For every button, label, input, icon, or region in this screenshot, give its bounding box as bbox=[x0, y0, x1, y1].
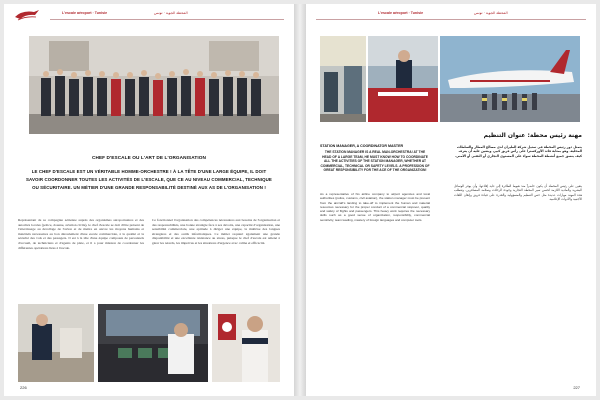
right-header-fr: L'escale aéroport · Tunisie bbox=[378, 11, 424, 15]
intro-english: THE STATION MANAGER IS A REAL MAN-ORCHESTRA! AT THE HEAD OF A LARGE TEAM, HE MUST KNOW HOW TO COORDINATE ALL THE ACTIVITIES OF THE STATION MANAGER, WHETHER AT COMMERCIAL, TECHNICAL OR SAFETY LEVELS. A PROFESSION OF GREAT RESPONSIBILITY FOR THE ACE OF THE ORGANIZATION! bbox=[320, 150, 430, 173]
right-header-rule bbox=[316, 19, 586, 20]
group-photo bbox=[29, 36, 279, 134]
left-page bbox=[4, 4, 294, 396]
left-header-rule bbox=[50, 19, 284, 20]
check-in-desk-photo bbox=[368, 36, 438, 122]
staff-photo-1 bbox=[18, 304, 94, 382]
cockpit-photo bbox=[98, 304, 208, 382]
caption-english: STATION MANAGER, A COORDINATOR MASTER bbox=[320, 144, 404, 148]
page-number-right: 227 bbox=[573, 385, 580, 390]
airport-interior-photo bbox=[320, 36, 366, 122]
article-subtitle: LE CHEF D'ESCALE EST UN VÉRITABLE HOMME-ORCHESTRE ! À LA TÊTE D'UNE LARGE ÉQUIPE, IL DOIT SAVOIR COORDONNER TOUTES LES ACTIVITÉS DE L'ESCALE, QUE CE AU NIVEAU COMMERCIAL, TECHNIQUE OU SÉCURITAIRE. UN MÉTIER D'UNE GRANDE RESPONSABILITÉ DESTINÉ AUX AS DE L'ORGANISATION ! bbox=[26, 169, 272, 191]
airline-logo-icon bbox=[14, 8, 40, 22]
right-header bbox=[306, 4, 596, 24]
intro-arabic: يتمثل دور رئيس المحطة في تمثيل شركة الطيران لدى مصالح المطار والسلطات المحلية، وهو بمثابة قائد الأوركسترا على رأس فريق كبير، ويتعين عليه أن يعرف كيف ينسق جميع أنشطة المحطة سواء على المستوى التجاري أو التقني أو الأمني. bbox=[454, 145, 582, 158]
right-header-ar: المحطة الجوية · تونس bbox=[474, 11, 508, 15]
body-english: As a representative of his airline company to airport agencies and local authorities (police, customs, civil aviation), the station manager must be present from the aircraft's landing to take-off to implement the human and material resources necessary for the proper conduct of a commercial stopover, quality and safety of flights and passengers. This heavy work requires the necessary skills such as a good sense of organization, responsibility, commercial sensitivity, team leading, mastery of foreign languages and computer tools. bbox=[320, 192, 430, 222]
article-title: CHEF D'ESCALE OU L'ART DE L'ORGANISATION bbox=[91, 155, 207, 160]
page-number-left: 226 bbox=[20, 385, 27, 390]
body-column-2: Ce fonctionnel l'organisation des compétences nécessaires aux besoins de l'organisation et des responsabilités, une bonne stratégie face à ses devoirs, une capacité d'organisation, une sensibilité commerciale, une aptitude à diriger une équipe, la maîtrise des langues étrangères et des outils informatiques. Ce métier requiert également une grande disponibilité et une excellente résistance au stress, puisque le chef d'escale est amené à gérer les retards, les imprévus et les situations d'urgence avec calme et efficacité. bbox=[152, 218, 280, 245]
right-page bbox=[306, 4, 596, 396]
body-arabic: يتعين على رئيس المحطة أن يكون حاضراً منذ هبوط الطائرة إلى غاية إقلاعها، وأن يوفر الوسائل البشرية والمادية اللازمة لحسن سير المحطة التجارية وجودة الرحلات وسلامة المسافرين. وتتطلب هذه المهنة مهارات عديدة مثل حس التنظيم والمسؤولية والقدرة على قيادة فريق وإتقان اللغات الأجنبية والأدوات الإعلامية. bbox=[454, 184, 582, 201]
aircraft-tarmac-photo bbox=[440, 36, 580, 122]
body-column-1: Représentant de sa compagnie aérienne auprès des organismes aéroportuaires et des autorités locales (police, douane, aviation civile), le chef d'escale se doit d'être présent de l'atterrissage au décollage de l'avion et de mettre en œuvre les moyens humains et matériels nécessaires au bon déroulement d'une escale commerciale, à la qualité et la sécurité des vols et des passagers. Il est à la tête d'une équipe composée de personnels d'accueil, de techniciens et d'agents de piste, et il a pour mission de coordonner les différentes opérations liées à l'escale. bbox=[18, 218, 144, 250]
staff-photo-2 bbox=[212, 304, 280, 382]
spread-gutter bbox=[294, 4, 306, 396]
left-header-fr: L'escale aéroport · Tunisie bbox=[62, 11, 108, 15]
left-header-ar: المحطة الجوية · تونس bbox=[154, 11, 188, 15]
left-header bbox=[4, 4, 294, 24]
caption-arabic: مهنة رئيس محطة: عنوان التنظيم bbox=[483, 132, 582, 139]
